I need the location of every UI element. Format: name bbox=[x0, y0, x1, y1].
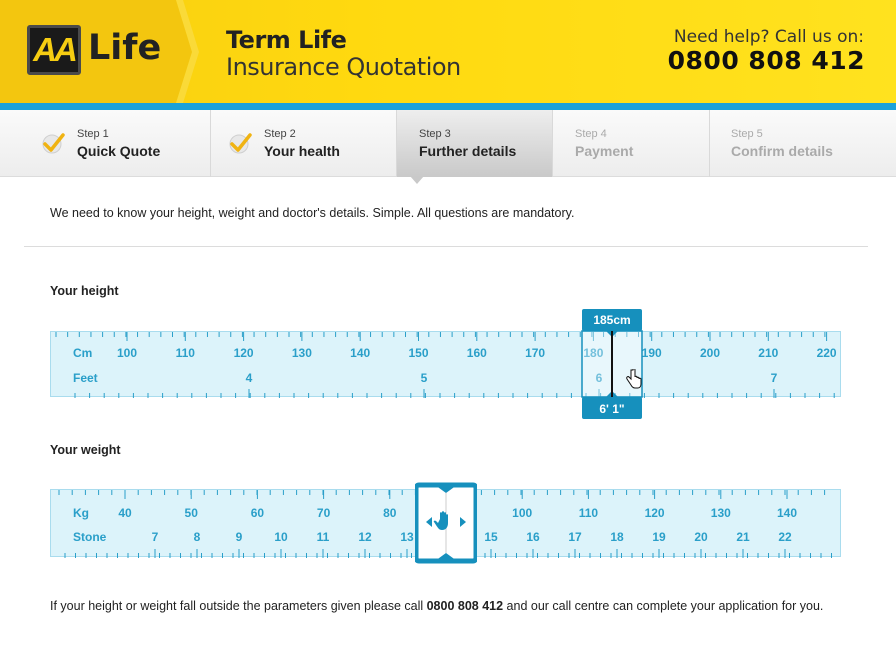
ruler-tick-label: 180 bbox=[583, 346, 604, 360]
ruler-tick-label: 12 bbox=[358, 530, 372, 544]
height-ruler[interactable] bbox=[50, 331, 841, 397]
ruler-tick-label: 190 bbox=[641, 346, 662, 360]
ruler-tick-label: 150 bbox=[408, 346, 429, 360]
site-header bbox=[0, 0, 896, 103]
ruler-tick-label: 140 bbox=[350, 346, 371, 360]
ruler-tick-label: 19 bbox=[652, 530, 666, 544]
ruler-tick-label: 7 bbox=[151, 530, 159, 544]
footer-text-after: and our call centre can complete your application for you. bbox=[503, 599, 824, 613]
pointer-cursor-icon bbox=[626, 369, 642, 389]
checkmark-icon bbox=[41, 132, 65, 154]
step-label: Payment bbox=[575, 143, 634, 159]
page-title-line1: Term Life bbox=[226, 26, 347, 54]
ruler-tick-label: 100 bbox=[116, 346, 138, 360]
footer-text-before: If your height or weight fall outside the parameters given please call bbox=[50, 599, 427, 613]
ruler-tick-label: 17 bbox=[568, 530, 582, 544]
ruler-tick-label: 13 bbox=[400, 530, 414, 544]
ruler-tick-label: 22 bbox=[778, 530, 792, 544]
ruler-tick-label: 120 bbox=[233, 346, 254, 360]
ruler-unit-label: Cm bbox=[73, 346, 93, 360]
logo-band bbox=[0, 0, 190, 103]
height-slider-handle[interactable] bbox=[581, 309, 643, 419]
ruler-tick-label: 100 bbox=[512, 506, 533, 520]
ruler-tick-label: 110 bbox=[175, 346, 195, 360]
ruler-tick-label: 170 bbox=[525, 346, 546, 360]
ruler-tick-label: 160 bbox=[466, 346, 487, 360]
ruler-tick-label: 6 bbox=[595, 371, 603, 385]
footer-note bbox=[50, 599, 823, 613]
step-your-health[interactable] bbox=[211, 110, 397, 177]
height-feet-readout: 6' 1" bbox=[599, 402, 625, 416]
ruler-tick-label: 140 bbox=[776, 506, 798, 520]
aa-logo[interactable] bbox=[27, 25, 81, 75]
ruler-tick-label: 130 bbox=[710, 506, 731, 520]
weight-slider-handle[interactable] bbox=[415, 482, 477, 564]
ruler-tick-label: 4 bbox=[245, 371, 253, 385]
progress-steps bbox=[0, 110, 896, 177]
ruler-unit-label: Stone bbox=[73, 530, 107, 544]
ruler-tick-label: 18 bbox=[610, 530, 624, 544]
ruler-tick-label: 20 bbox=[694, 530, 708, 544]
logo-aa-text: AA bbox=[33, 31, 75, 68]
ruler-tick-label: 200 bbox=[699, 346, 721, 360]
active-step-pointer bbox=[410, 176, 424, 184]
step-number: Step 3 bbox=[419, 128, 451, 140]
ruler-tick-label: 21 bbox=[736, 530, 750, 544]
height-cm-readout: 185cm bbox=[593, 313, 631, 327]
intro-text: We need to know your height, weight and doctor's details. Simple. All questions are mandatory. bbox=[50, 206, 575, 220]
step-payment bbox=[553, 110, 710, 177]
ruler-tick-label: 80 bbox=[383, 506, 397, 520]
ruler-tick-label: 110 bbox=[578, 506, 599, 520]
help-phone[interactable]: 0800 808 412 bbox=[667, 46, 865, 75]
step-label: Confirm details bbox=[731, 143, 833, 159]
ruler-tick-label: 10 bbox=[274, 530, 288, 544]
page-title-line2: Insurance Quotation bbox=[226, 53, 461, 81]
ruler-tick-label: 220 bbox=[816, 346, 837, 360]
ruler-tick-label: 15 bbox=[484, 530, 498, 544]
ruler-tick-label: 50 bbox=[184, 506, 198, 520]
ruler-tick-label: 120 bbox=[644, 506, 665, 520]
step-confirm-details bbox=[710, 110, 896, 177]
step-number: Step 5 bbox=[731, 128, 763, 140]
divider bbox=[24, 246, 868, 247]
weight-title: Your weight bbox=[50, 443, 121, 457]
ruler-tick-label: 7 bbox=[770, 371, 778, 385]
ruler-tick-label: 40 bbox=[118, 506, 132, 520]
logo-life-text: Life bbox=[88, 28, 162, 68]
ruler-tick-label: 11 bbox=[316, 530, 330, 544]
step-number: Step 4 bbox=[575, 128, 607, 140]
ruler-unit-label: Feet bbox=[73, 371, 98, 385]
ruler-tick-label: 210 bbox=[758, 346, 779, 360]
ruler-tick-label: 9 bbox=[235, 530, 243, 544]
step-quick-quote[interactable] bbox=[0, 110, 211, 177]
height-title: Your height bbox=[50, 284, 119, 298]
ruler-unit-label: Kg bbox=[73, 506, 89, 520]
step-label: Further details bbox=[419, 143, 517, 159]
step-number: Step 2 bbox=[264, 128, 296, 140]
checkmark-icon bbox=[228, 132, 252, 154]
step-number: Step 1 bbox=[77, 128, 109, 140]
step-label: Your health bbox=[264, 143, 340, 159]
header-accent-bar bbox=[0, 103, 896, 110]
step-further-details[interactable] bbox=[397, 110, 553, 177]
ruler-tick-label: 70 bbox=[316, 506, 331, 520]
help-text: Need help? Call us on: bbox=[673, 27, 864, 47]
ruler-tick-label: 8 bbox=[193, 530, 201, 544]
height-ruler-scale bbox=[51, 332, 842, 398]
ruler-tick-label: 60 bbox=[250, 506, 265, 520]
footer-phone[interactable]: 0800 808 412 bbox=[426, 599, 504, 613]
ruler-tick-label: 130 bbox=[291, 346, 312, 360]
step-label: Quick Quote bbox=[77, 143, 161, 159]
ruler-tick-label: 16 bbox=[526, 530, 540, 544]
ruler-tick-label: 5 bbox=[420, 371, 428, 385]
